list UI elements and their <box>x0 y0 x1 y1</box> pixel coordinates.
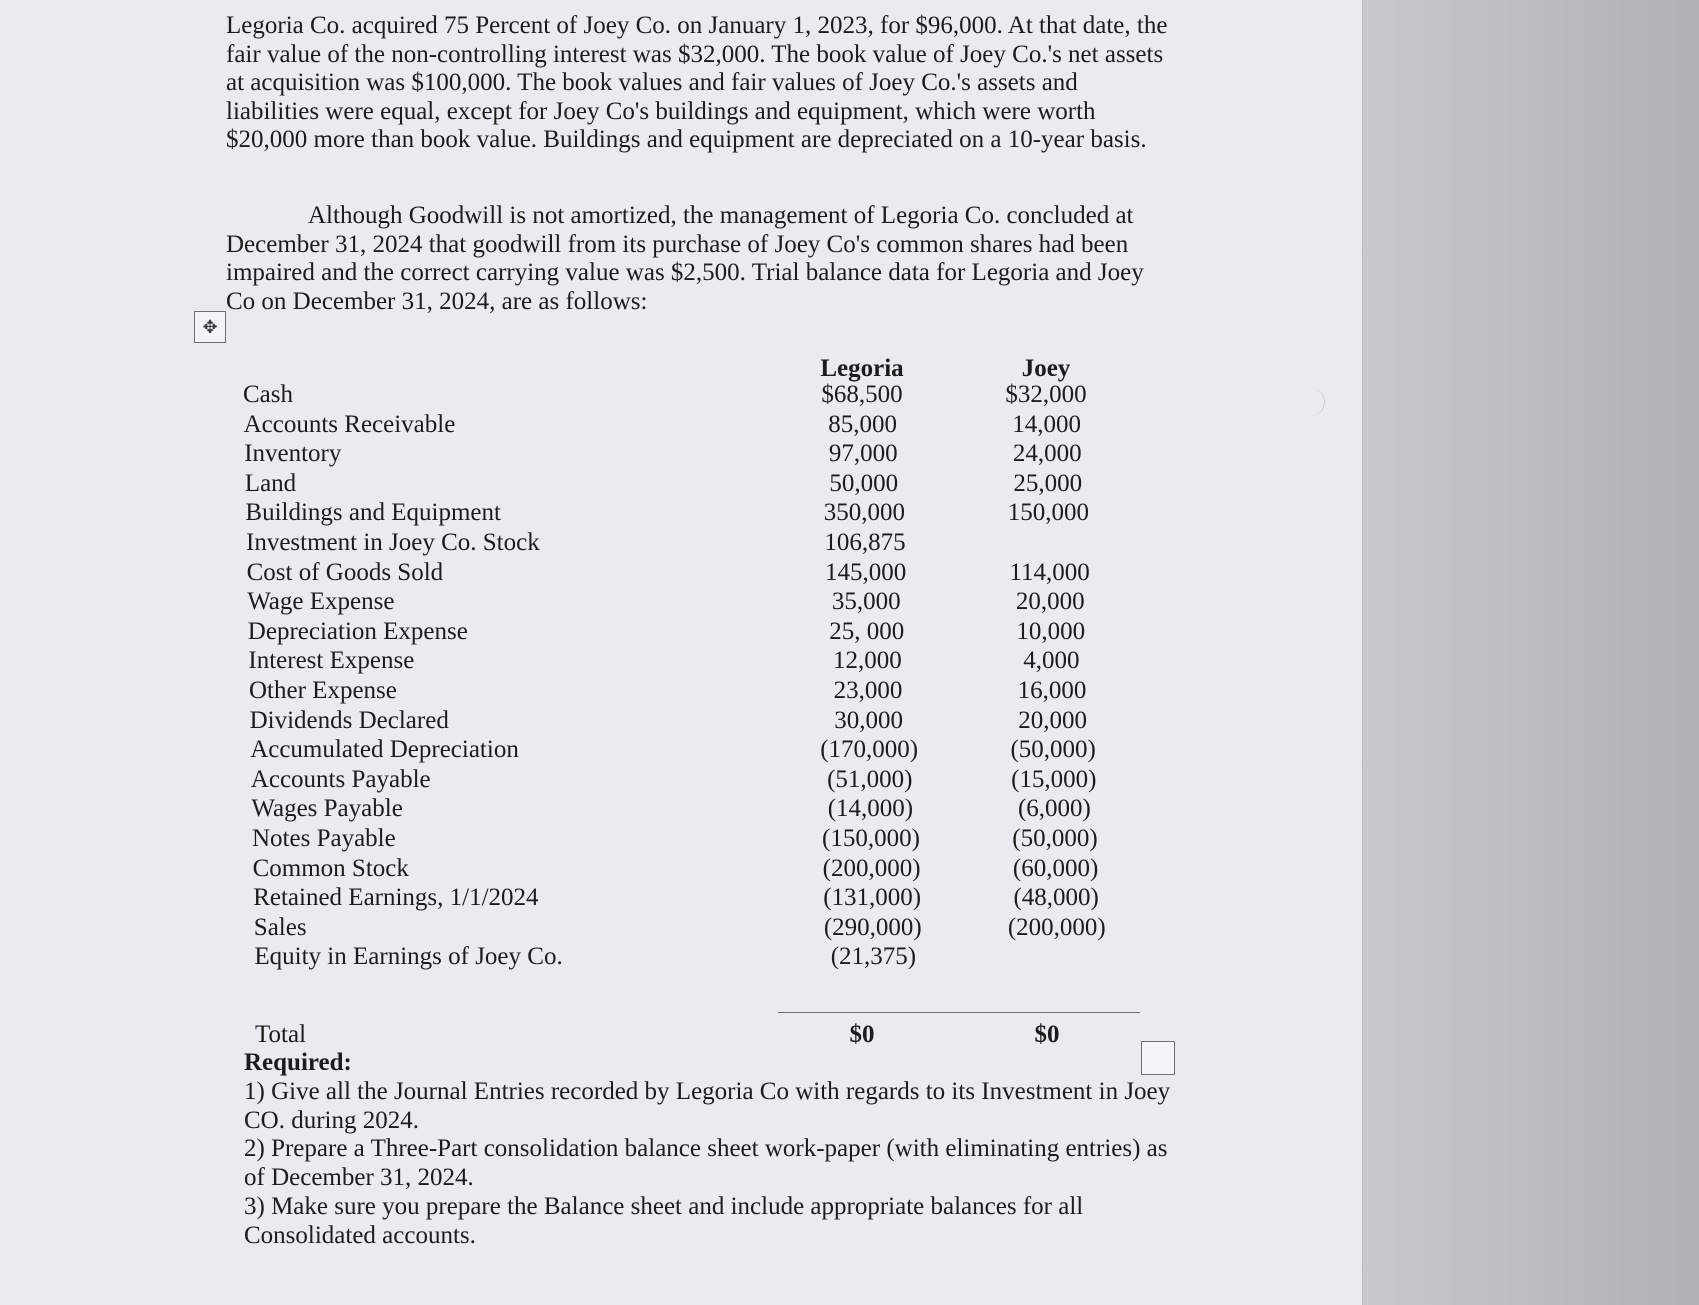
background-surface <box>1363 0 1699 1305</box>
joey-amount: (60,000) <box>1012 854 1099 882</box>
table-row <box>252 824 1152 854</box>
legoria-amount: (150,000) <box>822 825 920 852</box>
joey-amount: 14,000 <box>1012 410 1081 438</box>
joey-amount: (50,000) <box>1012 825 1098 852</box>
table-row <box>244 410 1144 440</box>
table-row <box>247 558 1147 588</box>
account-name: Sales <box>253 913 307 941</box>
account-name: Depreciation Expense <box>247 617 468 645</box>
account-name: Dividends Declared <box>249 706 449 734</box>
account-name: Notes Payable <box>252 825 396 852</box>
joey-amount: 114,000 <box>1009 558 1090 586</box>
joey-amount: (50,000) <box>1010 736 1096 764</box>
joey-amount: 16,000 <box>1017 677 1087 704</box>
account-name: Buildings and Equipment <box>245 499 501 527</box>
table-row <box>251 765 1151 795</box>
table-row <box>244 439 1144 469</box>
required-item-1: 1) Give all the Journal Entries recorded by Legoria Co with regards to its Investment in Joey CO. during 2024. <box>244 1078 1171 1134</box>
legoria-amount: (170,000) <box>820 736 919 764</box>
joey-amount: 150,000 <box>1007 499 1090 527</box>
page-edge-shadow <box>1310 388 1325 416</box>
joey-amount: (6,000) <box>1017 795 1091 823</box>
joey-amount: (48,000) <box>1013 884 1099 912</box>
legoria-amount: 50,000 <box>829 469 899 497</box>
answer-checkbox[interactable] <box>1141 1041 1175 1075</box>
column-header-joey: Joey <box>1021 355 1071 382</box>
legoria-amount: (131,000) <box>823 884 922 912</box>
legoria-amount: 30,000 <box>834 706 903 734</box>
total-divider <box>778 1012 1140 1013</box>
table-row <box>249 676 1149 706</box>
table-row <box>254 913 1154 943</box>
account-name: Cash <box>243 381 293 408</box>
legoria-amount: 85,000 <box>828 410 897 438</box>
account-name: Other Expense <box>249 677 397 704</box>
joey-amount: 20,000 <box>1015 588 1085 616</box>
table-row <box>251 794 1151 824</box>
table-row <box>248 617 1148 647</box>
move-icon[interactable]: ✥ <box>194 311 226 343</box>
total-joey: $0 <box>1034 1021 1060 1048</box>
legoria-amount: 350,000 <box>823 499 906 527</box>
account-name: Land <box>244 469 297 497</box>
joey-amount: (15,000) <box>1011 765 1097 793</box>
joey-amount: 20,000 <box>1018 706 1087 734</box>
legoria-amount: (14,000) <box>827 795 914 823</box>
table-row <box>246 528 1146 558</box>
legoria-amount: 35,000 <box>831 588 901 616</box>
account-name: Common Stock <box>252 854 409 882</box>
joey-amount: 10,000 <box>1016 617 1086 645</box>
account-name: Equity in Earnings of Joey Co. <box>254 943 563 971</box>
account-name: Wage Expense <box>247 588 395 616</box>
account-name: Accumulated Depreciation <box>250 736 519 764</box>
legoria-amount: 145,000 <box>824 558 907 586</box>
legoria-amount: (200,000) <box>822 854 921 882</box>
table-row <box>254 942 1154 972</box>
legoria-amount: 23,000 <box>833 677 903 704</box>
table-row <box>247 587 1147 617</box>
joey-amount: 4,000 <box>1023 647 1080 675</box>
account-name: Investment in Joey Co. Stock <box>246 529 540 556</box>
table-row <box>245 469 1145 499</box>
problem-paragraph-1: Legoria Co. acquired 75 Percent of Joey Co. on January 1, 2023, for $96,000. At that date, the fair value of the non-controlling interest was $32,000. The book value of Joey Co.'s net assets at acquisition was $100,000. The book values and fair values of Joey Co.'s assets and liabilities were equal, except for Joey Co's buildings and equipment, which were worth $20,000 more than book value. Buildings and equipment are depreciated on a 10-year basis. <box>226 12 1168 154</box>
account-name: Accounts Receivable <box>243 410 456 438</box>
account-name: Cost of Goods Sold <box>246 558 444 586</box>
account-name: Wages Payable <box>251 795 403 823</box>
account-name: Inventory <box>244 440 342 468</box>
table-row <box>250 706 1150 736</box>
problem-paragraph-2: Although Goodwill is not amortized, the management of Legoria Co. concluded at December 31, 2024 that goodwill from its purchase of Joey Co's common shares had been impaired and the correct carrying value was $2,500. Trial balance data for Legoria and Joey Co on December 31, 2024, are as follows: <box>226 202 1144 315</box>
required-heading: Required: <box>244 1049 352 1076</box>
account-name: Interest Expense <box>248 647 415 675</box>
joey-amount: $32,000 <box>1005 381 1087 408</box>
required-item-3: 3) Make sure you prepare the Balance sheet and include appropriate balances for all Consolidated accounts. <box>244 1193 1084 1249</box>
legoria-amount: 106,875 <box>824 529 906 556</box>
total-legoria: $0 <box>849 1021 875 1048</box>
legoria-amount: (290,000) <box>823 913 922 941</box>
joey-amount: 24,000 <box>1012 440 1082 468</box>
legoria-amount: 12,000 <box>833 647 902 675</box>
account-name: Accounts Payable <box>250 765 431 793</box>
legoria-amount: $68,500 <box>821 381 903 408</box>
table-row <box>253 883 1153 913</box>
joey-amount: (200,000) <box>1007 913 1106 941</box>
table-row <box>243 380 1143 410</box>
total-label: Total <box>255 1021 307 1048</box>
legoria-amount: (51,000) <box>827 765 913 793</box>
column-header-legoria: Legoria <box>820 355 904 382</box>
joey-amount: 25,000 <box>1013 469 1083 497</box>
table-row <box>245 498 1145 528</box>
legoria-amount: 97,000 <box>828 440 898 468</box>
table-row <box>250 735 1150 765</box>
legoria-amount: 25, 000 <box>829 617 905 645</box>
account-name: Retained Earnings, 1/1/2024 <box>253 884 539 912</box>
table-row <box>248 646 1148 676</box>
legoria-amount: (21,375) <box>830 943 917 971</box>
total-row <box>255 1019 1155 1051</box>
table-row <box>253 854 1153 884</box>
required-item-2: 2) Prepare a Three-Part consolidation balance sheet work-paper (with eliminating entries) as of December 31, 2024. <box>244 1135 1168 1191</box>
